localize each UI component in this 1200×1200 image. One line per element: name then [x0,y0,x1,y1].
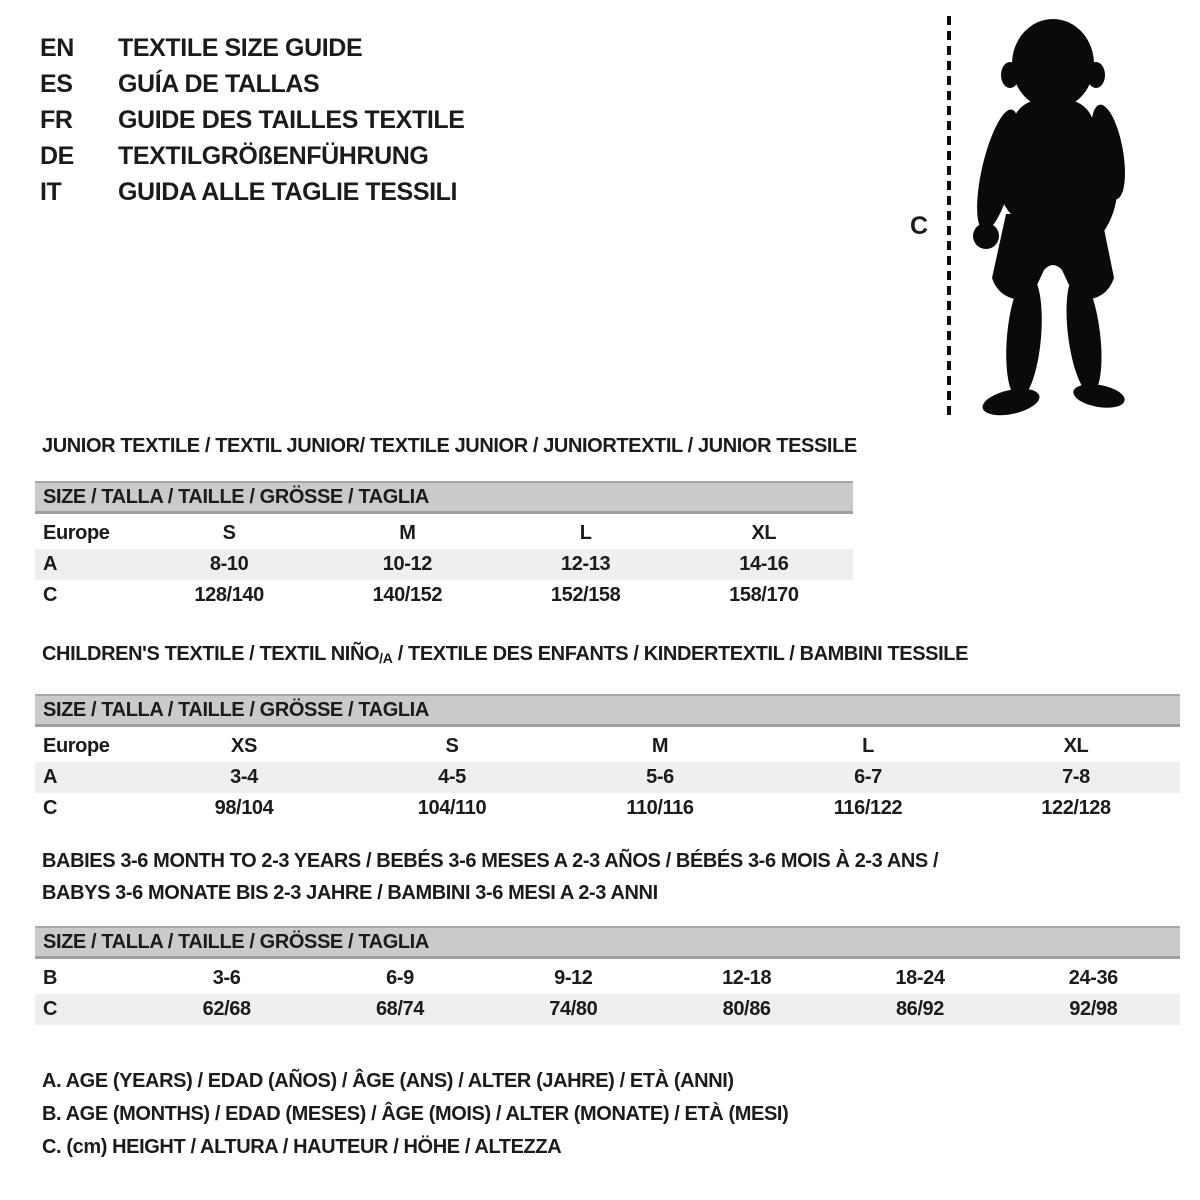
table-cell: 9-12 [554,967,593,989]
table-cell: 6-9 [386,967,414,989]
note-a: A. AGE (YEARS) / EDAD (AÑOS) / ÂGE (ANS) / ALTER (JAHRE) / ETÀ (ANNI) [42,1070,734,1092]
table-row [35,793,1180,824]
table-cell: 24-36 [1068,967,1118,989]
language-code: FR [40,105,73,134]
table-cell: 158/170 [729,584,799,606]
row-label: A [35,549,140,580]
table-cell: 98/104 [214,797,274,819]
language-title: TEXTILE SIZE GUIDE [118,33,363,62]
legend-notes [42,1070,788,1169]
language-title: GUIDA ALLE TAGLIE TESSILI [118,177,458,206]
table-cell: 122/128 [1041,797,1111,819]
table-size-header: SIZE / TALLA / TAILLE / GRÖSSE / TAGLIA [35,926,1180,959]
children-size-table [35,694,1180,824]
toddler-silhouette-icon [956,12,1146,420]
table-row [35,994,1180,1025]
table-cell: L [862,735,874,757]
table-cell: S [222,522,236,544]
table-cell: 7-8 [972,762,1180,793]
table-cell: 5-6 [556,762,764,793]
table-cell: 68/74 [313,994,486,1025]
height-dashed-line [947,16,951,418]
table-cell: 116/122 [833,797,903,819]
babies-size-table [35,926,1180,1025]
table-cell: M [651,735,669,757]
table-cell: 3-6 [212,967,241,989]
row-label: A [35,762,140,793]
table-cell: 74/80 [487,994,660,1025]
section-title-line2: BABYS 3-6 MONATE BIS 2-3 JAHRE / BAMBINI 3-6 MESI A 2-3 ANNI [42,882,658,904]
language-title: GUÍA DE TALLAS [118,69,320,98]
section-title-text: / TEXTILE DES ENFANTS / KINDERTEXTIL / BAMBINI TESSILE [392,643,969,665]
table-cell: 140/152 [372,584,443,606]
table-row [35,518,853,549]
note-c: C. (cm) HEIGHT / ALTURA / HAUTEUR / HÖHE / ALTEZZA [42,1136,562,1158]
language-list [40,30,465,210]
section-title-text: CHILDREN'S TEXTILE / TEXTIL NIÑO [42,643,380,665]
section-title-junior [42,430,857,462]
table-row [35,580,853,611]
table-cell: 18-24 [895,967,945,989]
language-title: GUIDE DES TAILLES TEXTILE [118,105,465,134]
table-row [35,963,1180,994]
table-cell: 152/158 [550,584,621,606]
table-cell: 14-16 [675,549,853,580]
table-cell: 86/92 [833,994,1006,1025]
table-cell: L [579,522,592,544]
row-label: C [35,994,140,1025]
table-cell: 3-4 [140,762,348,793]
section-title-subscript: /A [379,650,393,666]
language-code: ES [40,69,73,98]
table-cell: 10-12 [318,549,496,580]
table-size-header: SIZE / TALLA / TAILLE / GRÖSSE / TAGLIA [35,481,853,514]
row-label: Europe [43,735,110,757]
table-cell: 12-13 [497,549,675,580]
language-item [40,102,465,138]
table-cell: XS [231,735,257,757]
table-cell: 92/98 [1007,994,1180,1025]
table-cell: 104/110 [417,797,487,819]
height-annotation-label: C [910,212,928,240]
table-cell: XL [751,522,777,544]
table-cell: 6-7 [764,762,972,793]
section-title-line1: BABIES 3-6 MONTH TO 2-3 YEARS / BEBÉS 3-6 MESES A 2-3 AÑOS / BÉBÉS 3-6 MOIS À 2-3 ANS / [42,850,939,872]
language-code: IT [40,177,62,206]
table-cell: 4-5 [348,762,556,793]
language-item [40,174,465,210]
babies-size-table-wrap [35,926,1180,1025]
table-cell: 62/68 [140,994,313,1025]
row-label: C [43,584,58,606]
language-code: DE [40,141,74,170]
section-title-text: JUNIOR TEXTILE / TEXTIL JUNIOR/ TEXTILE JUNIOR / JUNIORTEXTIL / JUNIOR TESSILE [42,435,857,457]
table-cell: XL [1063,735,1089,757]
table-size-header: SIZE / TALLA / TAILLE / GRÖSSE / TAGLIA [35,694,1180,727]
language-code: EN [40,33,74,62]
row-label: B [43,967,58,989]
table-cell: 8-10 [140,549,318,580]
table-cell: 128/140 [194,584,264,606]
table-cell: 12-18 [722,967,772,989]
row-label: Europe [43,522,110,544]
junior-size-table-wrap [35,481,853,611]
table-cell: M [399,522,416,544]
table-row [35,549,853,580]
table-cell: S [445,735,459,757]
table-row [35,762,1180,793]
table-cell: 110/116 [626,797,694,819]
note-b: B. AGE (MONTHS) / EDAD (MESES) / ÂGE (MOIS) / ALTER (MONATE) / ETÀ (MESI) [42,1103,789,1125]
language-item [40,66,465,102]
section-title-children [42,638,968,671]
section-title-babies [42,845,938,909]
table-cell: 80/86 [660,994,833,1025]
junior-size-table [35,481,853,611]
table-row [35,731,1180,762]
language-title: TEXTILGRÖßENFÜHRUNG [118,141,429,170]
language-item [40,30,465,66]
children-size-table-wrap [35,694,1180,824]
language-item [40,138,465,174]
row-label: C [43,797,58,819]
